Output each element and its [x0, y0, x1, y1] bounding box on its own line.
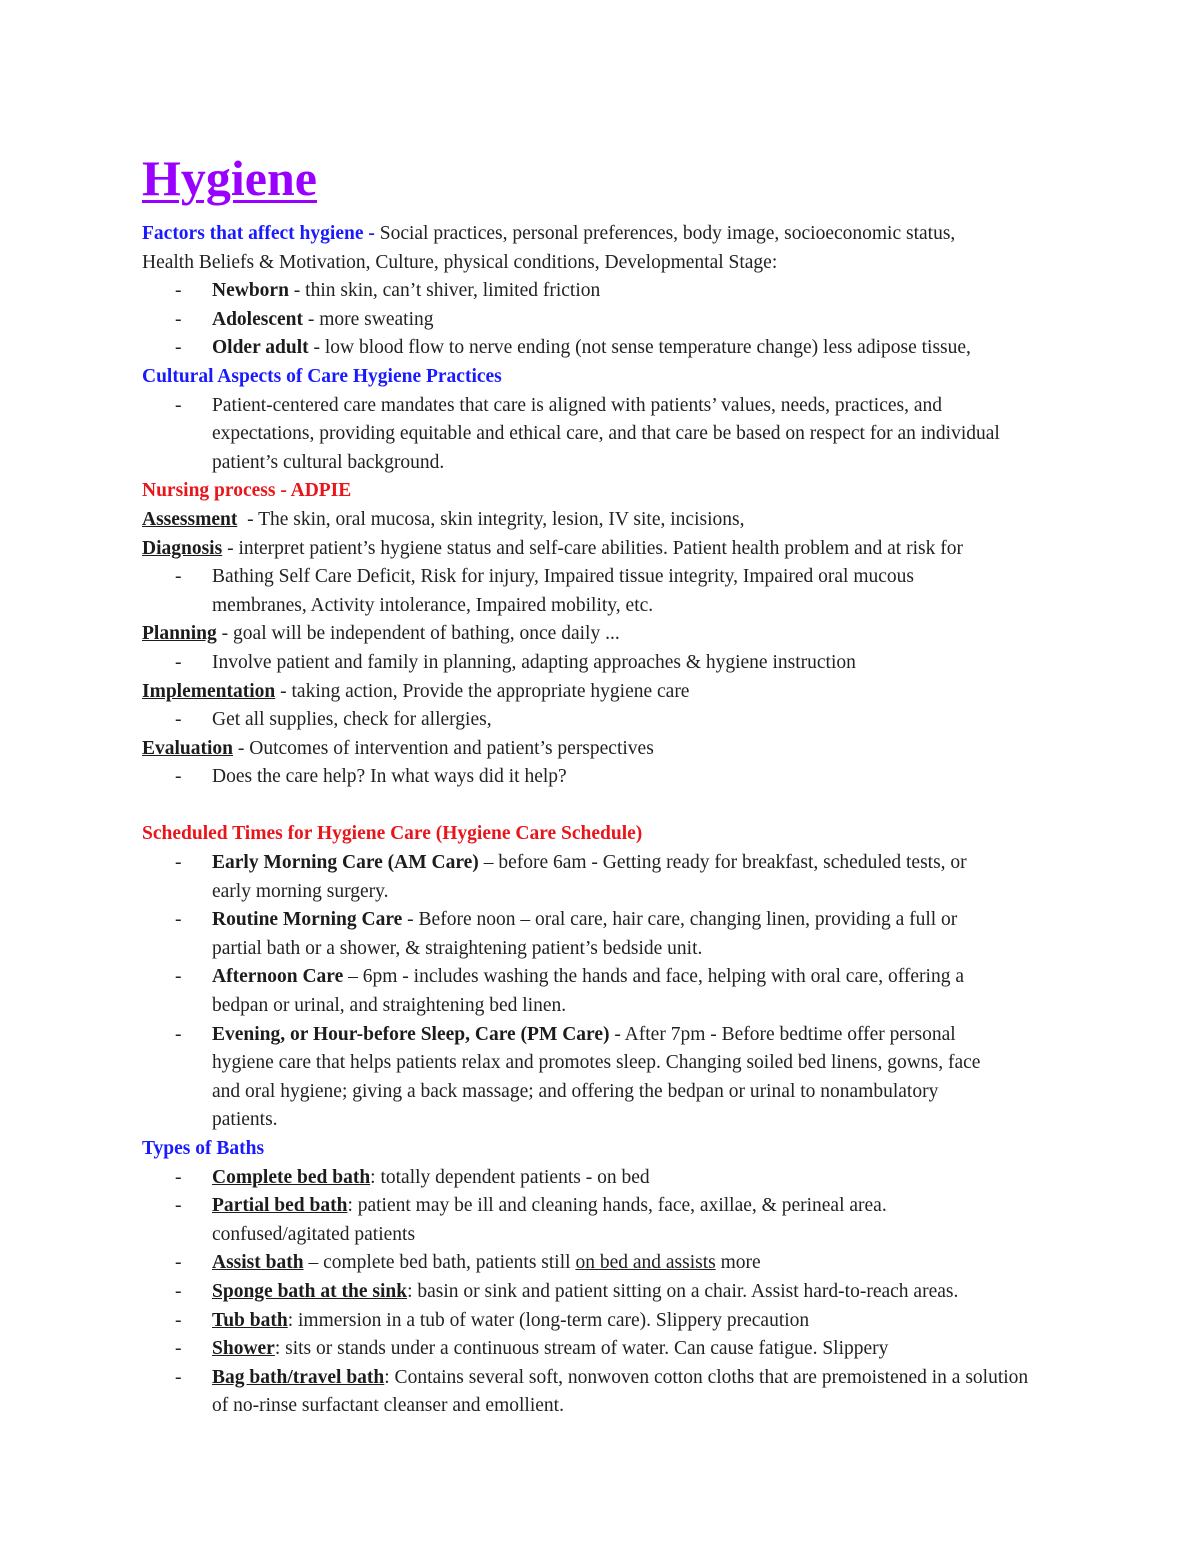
list-item: - Shower: sits or stands under a continuous stream of water. Can cause fatigue. Slippery: [175, 1338, 889, 1360]
implementation-line: Implementation - taking action, Provide the appropriate hygiene care: [142, 680, 690, 702]
factors-text-2: Health Beliefs & Motivation, Culture, physical conditions, Developmental Stage:: [142, 251, 778, 273]
schedule-heading: Scheduled Times for Hygiene Care (Hygiene Care Schedule): [142, 823, 643, 845]
planning-line: Planning - goal will be independent of bathing, once daily ...: [142, 623, 620, 645]
list-item: - Complete bed bath: totally dependent patients - on bed: [175, 1166, 650, 1188]
nursing-heading: Nursing process - ADPIE: [142, 480, 352, 502]
evaluation-line: Evaluation - Outcomes of intervention and patient’s perspectives: [142, 737, 654, 759]
list-item: - Assist bath – complete bed bath, patients still on bed and assists more: [175, 1252, 761, 1274]
list-item: - Does the care help? In what ways did it help?: [175, 766, 567, 788]
list-item: - Routine Morning Care - Before noon – oral care, hair care, changing linen, providing a full or partial bath or a shower, & straightening patient’s bedside unit.: [175, 909, 958, 959]
list-item: - Adolescent - more sweating: [175, 308, 434, 330]
list-item: - Sponge bath at the sink: basin or sink and patient sitting on a chair. Assist hard-to-reach areas.: [175, 1280, 959, 1302]
list-item: - Partial bed bath: patient may be ill and cleaning hands, face, axillae, & perineal area. confused/agitated patients: [175, 1195, 887, 1245]
list-item: - Tub bath: immersion in a tub of water (long-term care). Slippery precaution: [175, 1309, 810, 1331]
list-item: - Bathing Self Care Deficit, Risk for injury, Impaired tissue integrity, Impaired oral mucous membranes, Activity intolerance, Impaired mobility, etc.: [175, 566, 915, 616]
list-item: - Older adult - low blood flow to nerve ending (not sense temperature change) less adipose tissue,: [175, 337, 971, 359]
factors-paragraph: [142, 220, 1072, 249]
list-item: - Patient-centered care mandates that care is aligned with patients’ values, needs, practices, and expectations, providing equitable and ethical care, and that care be based on respect for an individual patient’s cultural background.: [175, 394, 1000, 473]
diagnosis-line: Diagnosis - interpret patient’s hygiene status and self-care abilities. Patient health problem and at risk for: [142, 537, 963, 559]
list-item: - Early Morning Care (AM Care) – before 6am - Getting ready for breakfast, scheduled tests, or early morning surgery.: [175, 852, 967, 902]
document-page: [142, 148, 1072, 1421]
baths-heading: Types of Baths: [142, 1138, 265, 1159]
page-title: Hygiene: [142, 150, 317, 206]
factors-text: Social practices, personal preferences, body image, socioeconomic status,: [379, 223, 956, 244]
list-item: - Afternoon Care – 6pm - includes washing the hands and face, helping with oral care, offering a bedpan or urinal, and straightening bed linen.: [175, 966, 964, 1017]
cultural-heading: Cultural Aspects of Care Hygiene Practices: [142, 365, 502, 387]
list-item: - Involve patient and family in planning, adapting approaches & hygiene instruction: [175, 651, 856, 673]
assessment-line: Assessment - The skin, oral mucosa, skin integrity, lesion, IV site, incisions,: [142, 508, 745, 530]
list-item: - Newborn - thin skin, can’t shiver, limited friction: [175, 280, 601, 302]
list-item: - Get all supplies, check for allergies,: [175, 709, 492, 731]
list-item: - Bag bath/travel bath: Contains several soft, nonwoven cotton cloths that are premoistened in a solution of no-rinse surfactant cleanser and emollient.: [175, 1366, 1029, 1417]
factors-label: Factors that affect hygiene -: [142, 223, 380, 244]
list-item: - Evening, or Hour-before Sleep, Care (PM Care) - After 7pm - Before bedtime offer personal hygiene care that helps patients relax and promotes sleep. Changing soiled bed linens, gowns, face and oral hygiene; giving a back massage; and offering the bedpan or urinal to nonambulatory patients.: [175, 1023, 981, 1131]
